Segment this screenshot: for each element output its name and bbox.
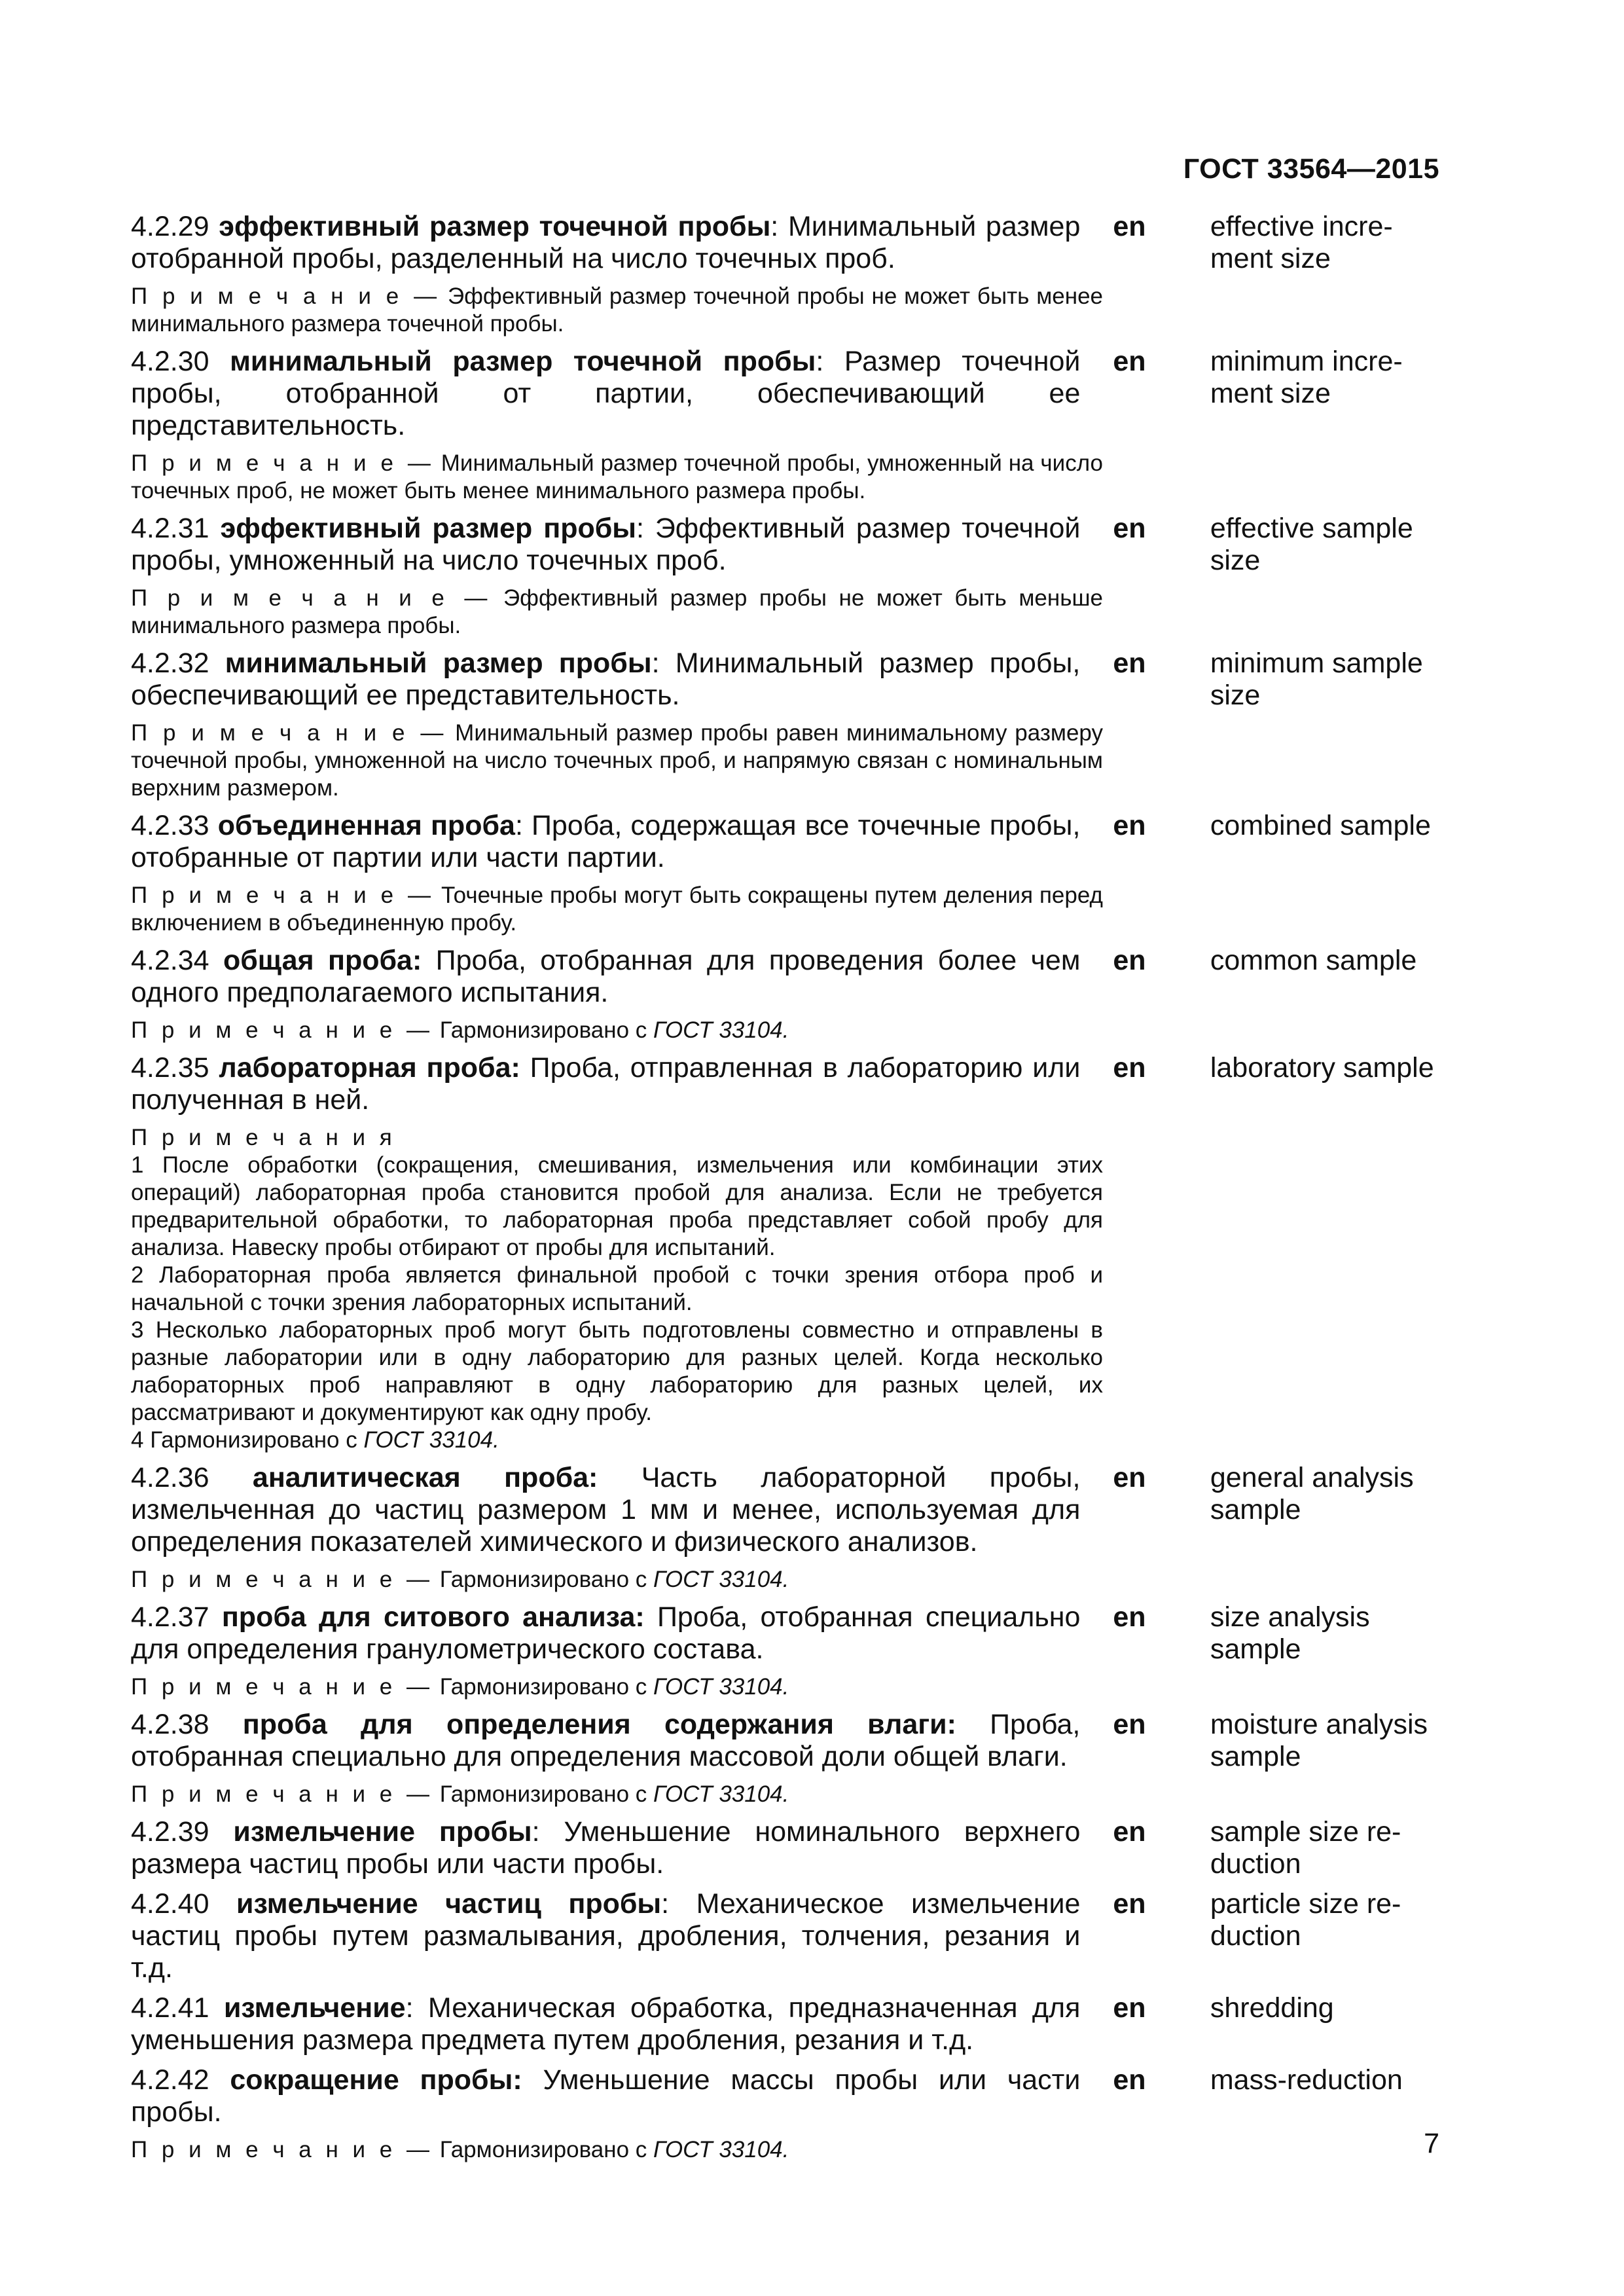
term-def-text: Часть лабораторной пробы, измельченная до частиц размером 1 мм и менее, используемая для определения показателей химического и физического анализов.: [131, 1462, 1081, 1558]
term-def-text: : Минимальный размер пробы, обеспечивающий ее представительность.: [131, 647, 1081, 711]
term-definition: [131, 346, 1080, 442]
term-entry: [131, 647, 1453, 802]
term-def-text: : Эффективный размер точечной пробы, умноженный на число точечных проб.: [131, 513, 1081, 576]
english-term: sample size re-duction: [1210, 1816, 1401, 1880]
term-note: [131, 450, 1103, 505]
term-row: [131, 1601, 1453, 1666]
term-row: [131, 346, 1453, 442]
term-row: [131, 2064, 1453, 2128]
note-text: Гармонизировано с: [433, 1781, 653, 1807]
note-label: П р и м е ч а н и е —: [131, 450, 435, 476]
term-def-text: : Уменьшение номинального верхнего размера частиц пробы или части пробы.: [131, 1816, 1081, 1880]
note-text: Гармонизировано с: [433, 1674, 653, 1700]
term-definition: [131, 810, 1080, 874]
term-definition: [131, 647, 1080, 712]
note-text: Гармонизировано с: [433, 1567, 653, 1592]
term-definition: [131, 1888, 1080, 1984]
term-name: проба для ситового анализа:: [221, 1601, 645, 1633]
english-term: laboratory sample: [1210, 1052, 1434, 1084]
note-item: 1 После обработки (сокращения, смешивания, измельчения или комбинации этих операций) лабораторная проба становится пробой для анализа. Если не требуется предварительной обработки, то лабораторная проба представляет собой пробу для анализа. Навеску пробы отбирают от пробы для испытаний.: [131, 1152, 1103, 1260]
term-number: 4.2.36: [131, 1462, 209, 1493]
english-term: moisture analysis sample: [1210, 1709, 1428, 1772]
term-name: измельчение: [223, 1992, 406, 2024]
english-term: size analysis sample: [1210, 1601, 1370, 1665]
term-note: [131, 1017, 1103, 1044]
term-note: [131, 2136, 1103, 2164]
note-reference: ГОСТ 33104.: [653, 2137, 789, 2162]
note-item-text: 4 Гармонизировано с: [131, 1427, 364, 1453]
notes-heading: П р и м е ч а н и я: [131, 1125, 396, 1150]
lang-code: en: [1113, 346, 1146, 377]
term-definition: [131, 945, 1080, 1009]
english-term: shredding: [1210, 1992, 1334, 2024]
term-definition: [131, 1816, 1080, 1880]
term-number: 4.2.39: [131, 1816, 209, 1848]
note-label: П р и м е ч а н и е —: [131, 1674, 433, 1700]
term-name: лабораторная проба:: [219, 1052, 520, 1084]
lang-code: en: [1113, 2064, 1146, 2096]
term-row: [131, 1709, 1453, 1773]
english-term: combined sample: [1210, 810, 1431, 841]
term-name: сокращение пробы:: [230, 2064, 522, 2096]
term-entry: [131, 2064, 1453, 2164]
english-term: effective sample size: [1210, 513, 1413, 576]
lang-code: en: [1113, 647, 1146, 679]
english-term: mass-reduction: [1210, 2064, 1403, 2096]
note-reference: ГОСТ 33104.: [653, 1567, 789, 1592]
term-name: аналитическая проба:: [252, 1462, 598, 1493]
term-entry: [131, 346, 1453, 505]
term-def-text: Проба, отобранная для проведения более чем одного предполагаемого испытания.: [131, 945, 1081, 1008]
document-header: ГОСТ 33564—2015: [1183, 153, 1439, 185]
term-entry: [131, 1888, 1453, 1984]
lang-code: en: [1113, 1052, 1146, 1084]
note-label: П р и м е ч а н и е —: [131, 1567, 433, 1592]
term-entry: [131, 1601, 1453, 1701]
term-name: эффективный размер пробы: [220, 513, 637, 544]
term-def-text: : Механическая обработка, предназначенная для уменьшения размера предмета путем дробления, резания и т.д.: [131, 1992, 1081, 2056]
note-label: П р и м е ч а н и е —: [131, 2137, 433, 2162]
note-item: 3 Несколько лабораторных проб могут быть подготовлены совместно и отправлены в разные лаборатории или в одну лабораторию для разных целей. Когда несколько лабораторных проб направляют в одну лабораторию для разных целей, их рассматривают и документируют как одну пробу.: [131, 1317, 1103, 1425]
term-note: [131, 882, 1103, 937]
term-definition: [131, 513, 1080, 577]
term-def-text: Проба, отобранная специально для определения массовой доли общей влаги.: [131, 1709, 1081, 1772]
note-text: Минимальный размер пробы равен минимальному размеру точечной пробы, умноженной на число точечных проб, и напрямую связан с номинальным верхним размером.: [131, 720, 1103, 801]
term-note: [131, 283, 1103, 338]
note-label: П р и м е ч а н и е —: [131, 883, 435, 908]
term-definition: [131, 2064, 1080, 2128]
term-entry: [131, 211, 1453, 338]
english-term: minimum sample size: [1210, 647, 1423, 711]
notes-list: [131, 1152, 1453, 1454]
note-label: П р и м е ч а н и е —: [131, 585, 492, 611]
note-text: Эффективный размер точечной пробы не может быть менее минимального размера точечной пробы.: [131, 283, 1103, 337]
term-note: [131, 1673, 1103, 1701]
term-entry: [131, 1052, 1453, 1454]
term-number: 4.2.41: [131, 1992, 209, 2024]
term-row: [131, 211, 1453, 275]
term-row: [131, 1816, 1453, 1880]
note-label: П р и м е ч а н и е —: [131, 1781, 433, 1807]
lang-code: en: [1113, 810, 1146, 841]
note-text: Минимальный размер точечной пробы, умноженный на число точечных проб, не может быть менее минимального размера пробы.: [131, 450, 1103, 503]
term-entry: [131, 810, 1453, 937]
term-name: общая проба:: [223, 945, 422, 976]
term-name: минимальный размер точечной пробы: [230, 346, 816, 377]
term-name: объединенная проба: [217, 810, 515, 841]
lang-code: en: [1113, 1888, 1146, 1920]
term-note: [131, 1781, 1103, 1808]
english-term: common sample: [1210, 945, 1417, 976]
lang-code: en: [1113, 513, 1146, 544]
lang-code: en: [1113, 1462, 1146, 1493]
lang-code: en: [1113, 211, 1146, 242]
term-entry: [131, 1709, 1453, 1808]
term-number: 4.2.34: [131, 945, 209, 976]
english-term: general analysis sample: [1210, 1462, 1414, 1525]
note-text: Эффективный размер пробы не может быть меньше минимального размера пробы.: [131, 585, 1103, 638]
term-row: [131, 647, 1453, 712]
term-entry: [131, 945, 1453, 1044]
lang-code: en: [1113, 945, 1146, 976]
term-number: 4.2.37: [131, 1601, 209, 1633]
term-number: 4.2.38: [131, 1709, 209, 1740]
term-row: [131, 945, 1453, 1009]
term-name: измельчение пробы: [233, 1816, 532, 1848]
note-label: П р и м е ч а н и е —: [131, 1017, 433, 1043]
term-row: [131, 810, 1453, 874]
lang-code: en: [1113, 1992, 1146, 2024]
term-number: 4.2.40: [131, 1888, 209, 1920]
note-item: [131, 1427, 1103, 1454]
term-definition: [131, 211, 1080, 275]
term-note: [131, 720, 1103, 802]
term-entry: [131, 1462, 1453, 1594]
english-term: particle size re-duction: [1210, 1888, 1401, 1952]
note-label: П р и м е ч а н и е —: [131, 283, 441, 309]
note-text: Гармонизировано с: [433, 2137, 653, 2162]
term-number: 4.2.29: [131, 211, 209, 242]
note-item: 2 Лабораторная проба является финальной пробой с точки зрения отбора проб и начальной с точки зрения лабораторных испытаний.: [131, 1262, 1103, 1315]
term-row: [131, 1052, 1453, 1116]
term-definition: [131, 1462, 1080, 1558]
term-number: 4.2.32: [131, 647, 209, 679]
term-number: 4.2.30: [131, 346, 209, 377]
note-label: П р и м е ч а н и е —: [131, 720, 448, 746]
english-term: effective incre-ment size: [1210, 211, 1393, 274]
lang-code: en: [1113, 1709, 1146, 1740]
note-reference: ГОСТ 33104.: [653, 1674, 789, 1700]
note-reference: ГОСТ 33104.: [653, 1017, 789, 1043]
term-def-text: : Механическое измельчение частиц пробы путем размалывания, дробления, толчения, резания и т.д.: [131, 1888, 1081, 1984]
term-entry: [131, 1816, 1453, 1880]
term-number: 4.2.33: [131, 810, 209, 841]
note-text: Точечные пробы могут быть сокращены путем деления перед включением в объединенную пробу.: [131, 883, 1103, 936]
terms-list: [131, 211, 1453, 2172]
page-number: 7: [1424, 2128, 1439, 2159]
term-def-text: : Проба, содержащая все точечные пробы, отобранные от партии или части партии.: [131, 810, 1081, 873]
term-row: [131, 1462, 1453, 1558]
term-def-text: Проба, отобранная специально для определения гранулометрического состава.: [131, 1601, 1081, 1665]
term-entry: [131, 513, 1453, 640]
term-name: проба для определения содержания влаги:: [242, 1709, 956, 1740]
note-reference: ГОСТ 33104.: [363, 1427, 499, 1453]
term-note: [131, 585, 1103, 640]
term-definition: [131, 1709, 1080, 1773]
term-number: 4.2.42: [131, 2064, 209, 2096]
term-def-text: Проба, отправленная в лабораторию или полученная в ней.: [131, 1052, 1081, 1116]
term-definition: [131, 1992, 1080, 2056]
term-number: 4.2.35: [131, 1052, 209, 1084]
term-name: минимальный размер пробы: [225, 647, 652, 679]
english-term: minimum incre-ment size: [1210, 346, 1403, 409]
note-text: Гармонизировано с: [433, 1017, 653, 1043]
term-entry: [131, 1992, 1453, 2056]
term-note: [131, 1566, 1103, 1594]
term-row: [131, 1888, 1453, 1984]
term-name: эффективный размер точечной пробы: [219, 211, 771, 242]
term-definition: [131, 1052, 1080, 1116]
note-reference: ГОСТ 33104.: [653, 1781, 789, 1807]
term-def-text: : Минимальный размер отобранной пробы, разделенный на число точечных проб.: [131, 211, 1081, 274]
lang-code: en: [1113, 1601, 1146, 1633]
term-name: измельчение частиц пробы: [236, 1888, 662, 1920]
term-def-text: Уменьшение массы пробы или части пробы.: [131, 2064, 1081, 2128]
lang-code: en: [1113, 1816, 1146, 1848]
term-row: [131, 513, 1453, 577]
term-row: [131, 1992, 1453, 2056]
term-definition: [131, 1601, 1080, 1666]
term-def-text: : Размер точечной пробы, отобранной от партии, обеспечивающий ее представительность.: [131, 346, 1081, 441]
term-number: 4.2.31: [131, 513, 209, 544]
